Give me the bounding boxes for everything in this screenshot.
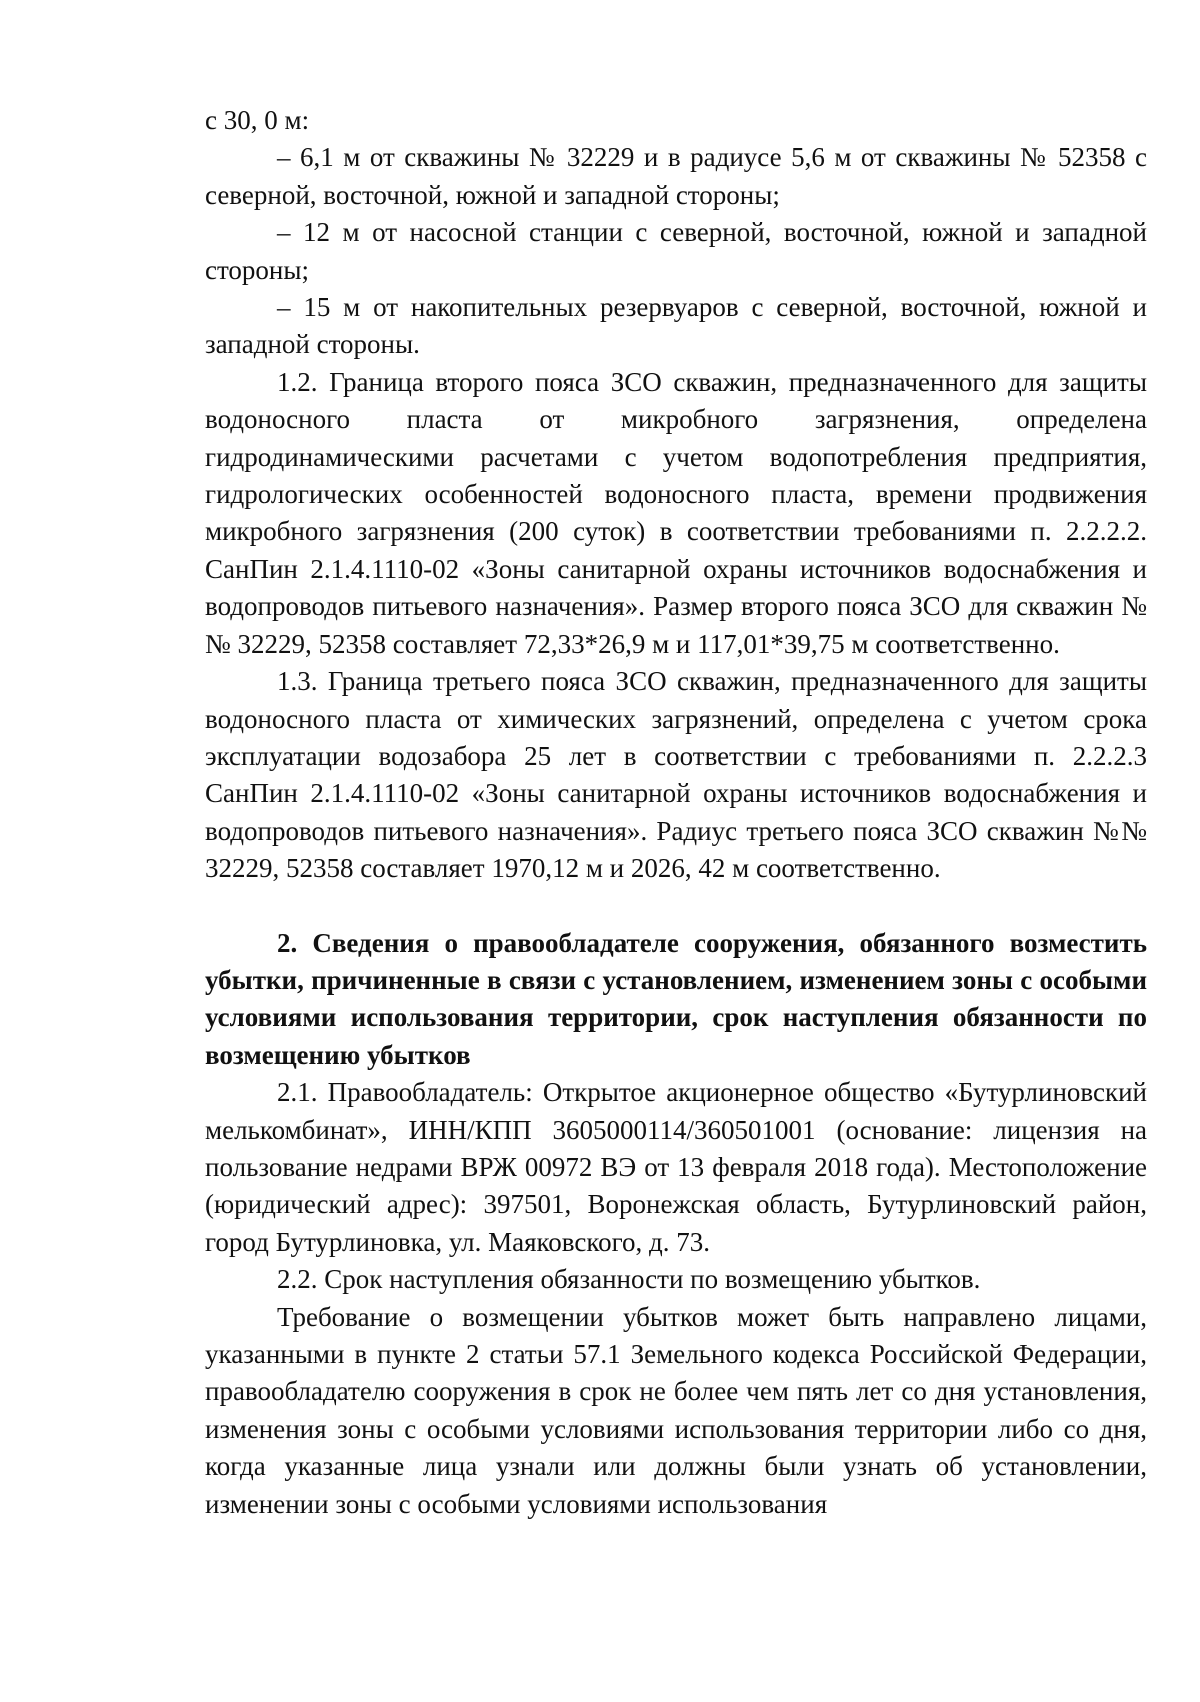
list-item-well-radius: – 6,1 м от скважины № 32229 и в радиусе 5,6 м от скважины № 52358 с северной, восточной, южной и западной стороны; [205,142,1147,210]
section-spacer [205,888,1147,925]
paragraph-intro: с 30, 0 м: [205,105,310,135]
paragraph-1-3: 1.3. Граница третьего пояса ЗСО скважин, предназначенного для защиты водоносного пласта от химических загрязнений, определена с учетом срока эксплуатации водозабора 25 лет в соответствии с требованиями п. 2.2.2.3 СанПин 2.1.4.1110-02 «Зоны санитарной охраны источников водоснабжения и водопроводов питьевого назначения». Радиус третьего пояса ЗСО скважин №№ 32229, 52358 составляет 1970,12 м и 2026, 42 м соответственно. [205,666,1147,884]
document-page [205,102,1147,1523]
paragraph-2-2: 2.2. Срок наступления обязанности по возмещению убытков. [277,1264,981,1295]
section-2-heading: 2. Сведения о правообладателе сооружения, обязанного возместить убытки, причиненные в связи с установлением, изменением зоны с особыми условиями использования территории, срок наступления обязанности по возмещению убытков [205,927,1147,1070]
paragraph-2-1: 2.1. Правообладатель: Открытое акционерное общество «Бутурлиновский мелькомбинат», ИНН/КПП 3605000114/360501001 (основание: лицензия на пользование недрами ВРЖ 00972 ВЭ от 13 февраля 2018 года). Местоположение (юридический адрес): 397501, Воронежская область, Бутурлиновский район, город Бутурлиновка, ул. Маяковского, д. 73. [205,1077,1147,1257]
list-item-reservoirs: – 15 м от накопительных резервуаров с северной, восточной, южной и западной стороны. [205,292,1147,360]
list-item-pump-station: – 12 м от насосной станции с северной, восточной, южной и западной стороны; [205,217,1147,285]
paragraph-claim-requirement: Требование о возмещении убытков может быть направлено лицами, указанными в пункте 2 статьи 57.1 Земельного кодекса Российской Федерации, правообладателю сооружения в срок не более чем пять лет со дня установления, изменения зоны с особыми условиями использования территории либо со дня, когда указанные лица узнали или должны были узнать об установлении, изменении зоны с особыми условиями использования [205,1301,1147,1519]
paragraph-1-2: 1.2. Граница второго пояса ЗСО скважин, предназначенного для защиты водоносного пласта от микробного загрязнения, определена гидродинамическими расчетами с учетом водопотребления предприятия, гидрологических особенностей водоносного пласта, времени продвижения микробного загрязнения (200 суток) в соответствии требованиями п. 2.2.2.2. СанПин 2.1.4.1110-02 «Зоны санитарной охраны источников водоснабжения и водопроводов питьевого назначения». Размер второго пояса ЗСО для скважин №№ 32229, 52358 составляет 72,33*26,9 м и 117,01*39,75 м соответственно. [205,366,1147,659]
